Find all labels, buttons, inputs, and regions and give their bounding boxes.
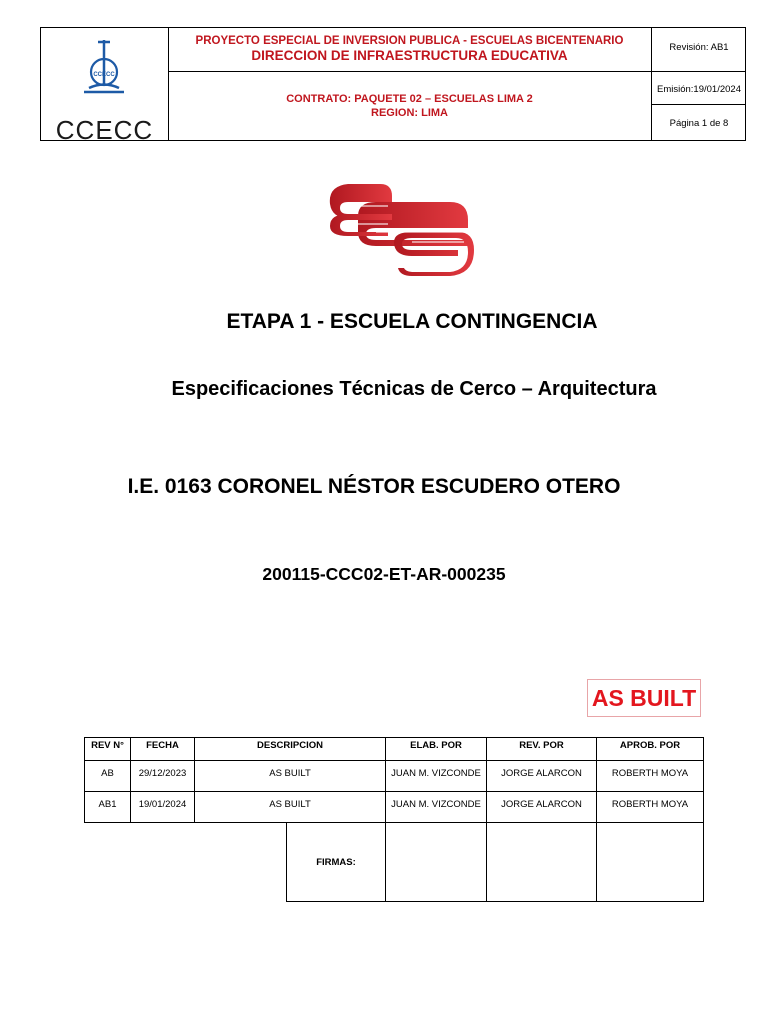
cell-descripcion: AS BUILT [195, 761, 386, 792]
logo-seal-text: CCECC [93, 72, 115, 78]
cell-elab: JUAN M. VIZCONDE [386, 761, 487, 792]
signature-row [85, 823, 704, 902]
cell-aprob: ROBERTH MOYA [597, 761, 704, 792]
header-fecha: FECHA [131, 738, 195, 761]
revision-label: Revisión: AB1 [669, 42, 729, 53]
signature-aprob [597, 823, 704, 902]
emission-cell [652, 71, 746, 105]
header-rev-por: REV. POR [487, 738, 597, 761]
cell-rev: AB [85, 761, 131, 792]
firmas-label: FIRMAS: [287, 823, 386, 902]
header-rev: REV N° [85, 738, 131, 761]
cell-rev-por: JORGE ALARCON [487, 792, 597, 823]
document-code: 200115-CCC02-ET-AR-000235 [262, 564, 506, 584]
page-label: Página 1 de 8 [669, 118, 729, 129]
signature-rev [487, 823, 597, 902]
table-header-row [85, 738, 704, 761]
as-built-stamp: AS BUILT [587, 679, 701, 717]
cell-fecha: 19/01/2024 [131, 792, 195, 823]
header-aprob: APROB. POR [597, 738, 704, 761]
cell-aprob: ROBERTH MOYA [597, 792, 704, 823]
signature-elab [386, 823, 487, 902]
table-row [85, 761, 704, 792]
project-title: PROYECTO ESPECIAL DE INVERSION PUBLICA - ESCUELAS BICENTENARIO [195, 35, 624, 47]
cell-fecha: 29/12/2023 [131, 761, 195, 792]
header-contract-cell [168, 71, 652, 140]
header-descripcion: DESCRIPCION [195, 738, 386, 761]
books-emblem-icon [318, 176, 478, 282]
revision-cell [652, 28, 746, 72]
contract-label: CONTRATO: PAQUETE 02 – ESCUELAS LIMA 2 [286, 93, 533, 105]
school-title: I.E. 0163 CORONEL NÉSTOR ESCUDERO OTERO [127, 475, 621, 498]
logo-wordmark: CCECC [55, 115, 154, 145]
emission-label: Emisión:19/01/2024 [657, 84, 741, 95]
header-elab: ELAB. POR [386, 738, 487, 761]
direction-title: DIRECCION DE INFRAESTRUCTURA EDUCATIVA [251, 48, 568, 63]
cell-rev: AB1 [85, 792, 131, 823]
cell-rev-por: JORGE ALARCON [487, 761, 597, 792]
table-row [85, 792, 704, 823]
stage-title: ETAPA 1 - ESCUELA CONTINGENCIA [226, 310, 598, 333]
header-project-cell [168, 28, 652, 72]
document-header [40, 27, 746, 145]
revision-table [84, 737, 704, 902]
logo-cell [41, 28, 169, 145]
spec-title: Especificaciones Técnicas de Cerco – Arquitectura [171, 378, 657, 400]
page-cell [652, 104, 746, 140]
cell-descripcion: AS BUILT [195, 792, 386, 823]
cell-elab: JUAN M. VIZCONDE [386, 792, 487, 823]
region-label: REGION: LIMA [371, 107, 448, 119]
